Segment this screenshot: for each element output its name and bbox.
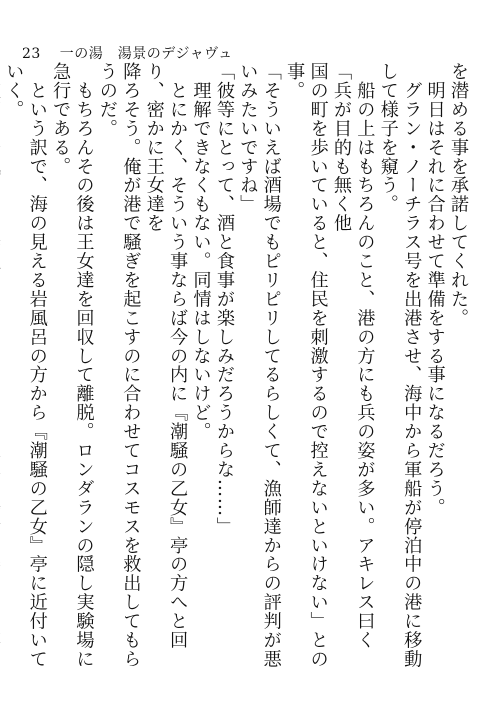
text-line: グラン・ノーチラス号を出港させ、海中から軍船が停泊中の港に移動して様子を窺う。 — [377, 62, 423, 669]
text-line: とにかく、そういう事ならば今の内に『潮騒の乙女』亭の方へと回り、密かに王女達を — [143, 62, 189, 650]
text-line: 理解できなくもない。同情はしないけど。 — [190, 62, 212, 441]
text-line: 船の上はもちろんのこと、港の方にも兵の姿が多い。アキレス曰く「兵が目的も無く他 — [330, 62, 376, 650]
text-line: を潜める事を承諾してくれた。 — [448, 62, 469, 328]
text-line: 降ろそう。俺が港で騒ぎを起こすのに合わせてコスモスを救出してもらうのだ。 — [96, 62, 142, 669]
running-header — [22, 44, 233, 64]
text-line — [0, 62, 2, 672]
page-number: 23 — [22, 46, 41, 62]
dialogue-line: 「そういえば酒場でもピリピリしてるらしくて、漁師達からの評判が悪いみたいですね」 — [237, 62, 282, 669]
vertical-body-text — [3, 62, 470, 672]
text-line: という訳で、海の見える岩風呂の方から『潮騒の乙女』亭に近付いていく。 — [3, 62, 48, 669]
text-line: 明日はそれに合わせて準備をする事になるだろう。 — [424, 62, 446, 517]
dialogue-line: 「彼等にとって、酒と食事が楽しみだろうからな……」 — [213, 62, 235, 536]
chapter-title: 一の湯 湯景のデジャヴュ — [59, 46, 233, 62]
text-line: 国の町を歩いていると、住民を刺激するので控えないといけない」との事。 — [284, 62, 329, 669]
text-line: もちろんその後は王女達を回収して離脱。ロンダランの隠し実験場に急行である。 — [50, 62, 95, 669]
